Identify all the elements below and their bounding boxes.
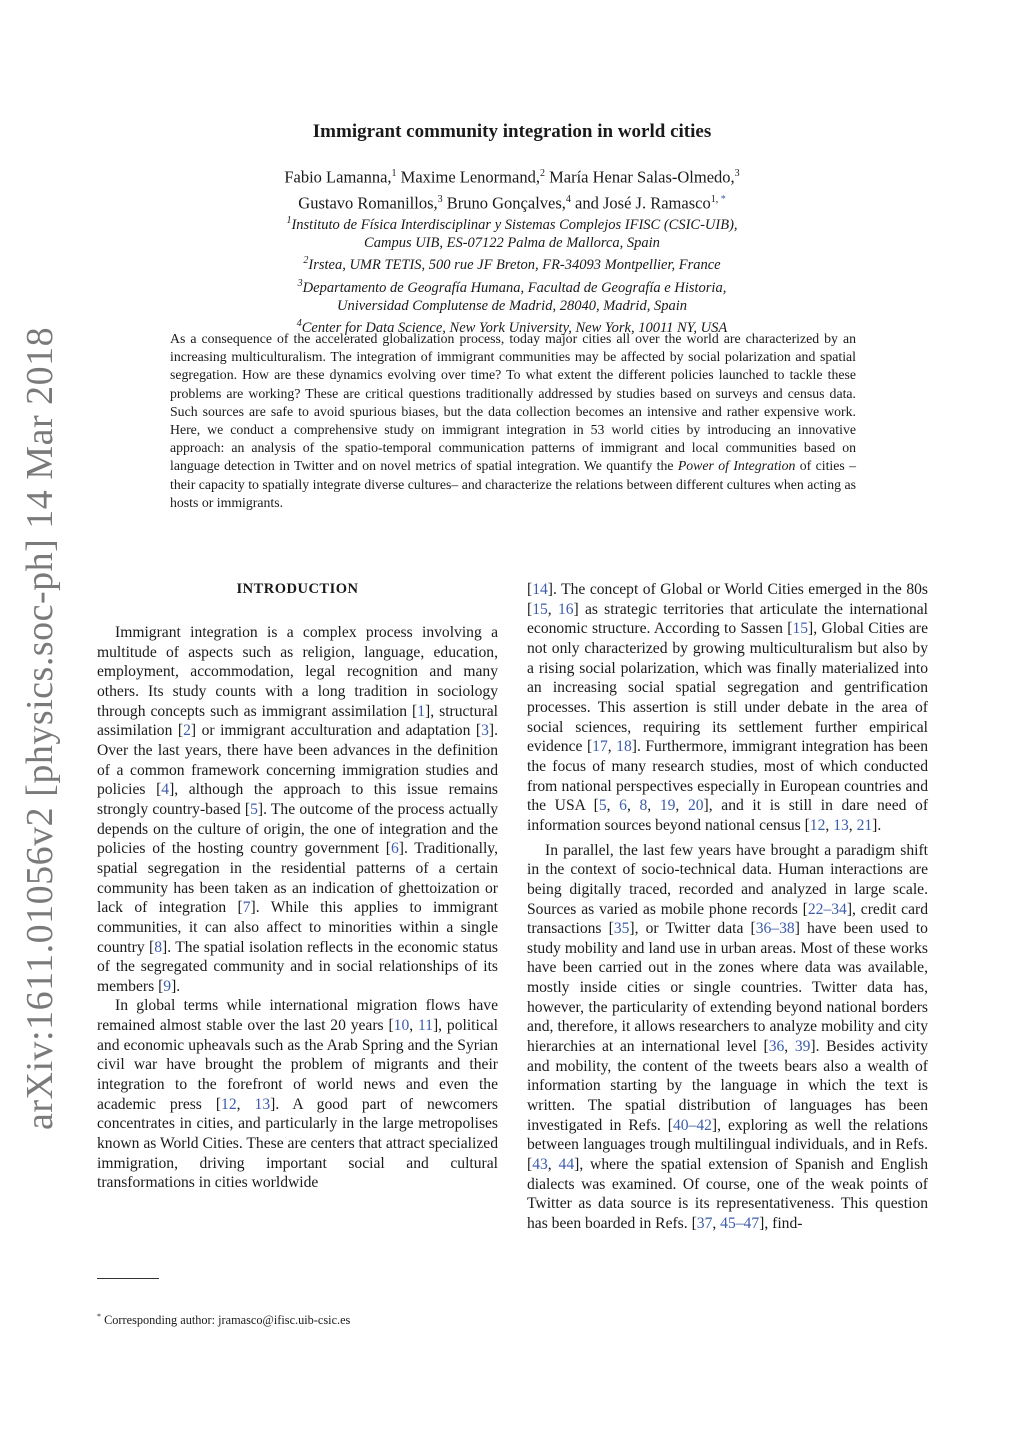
author-name: María Henar Salas-Olmedo,: [549, 167, 735, 187]
citation-link[interactable]: 8: [639, 797, 648, 815]
citation-link[interactable]: 4: [161, 781, 170, 799]
citation-link[interactable]: 35: [613, 920, 630, 938]
citation-link[interactable]: 5: [250, 800, 258, 818]
author-affiliation-mark: 2: [539, 168, 545, 179]
affiliation-line: $^4$Center for Data Science, New York University, New York, 10011 NY, USA: [296, 317, 728, 336]
section-heading-introduction: INTRODUCTION: [236, 581, 359, 597]
affiliation-line: $^3$Departamento de Geografía Humana, Facultad de Geografía e Historia,: [297, 277, 727, 296]
citation-link[interactable]: 15: [792, 620, 809, 638]
citation-link[interactable]: 36–38: [755, 920, 795, 938]
citation-link[interactable]: 1: [417, 702, 426, 720]
citation-link[interactable]: 11: [417, 1017, 433, 1035]
author-name: Gustavo Romanillos,: [298, 193, 438, 212]
paragraph: In parallel, the last few years have brought a paradigm shift in the context of socio-technical data. Human interactions are being digitally traced, recorded and analyzed in large scale. Sources as varied as mobile phone records [22–34], credit card transactions [35], or Twitter data [36–38] have been used to study mobility and land use in urban areas. Most of these works have been carried out in the zones where data was available, mostly inside cities or single countries. Twitter data has, however, the particularity of extending beyond national borders and, therefore, it allows researchers to analyze mobility and city hierarchies at an international level [36, 39]. Besides activity and mobility, the content of the tweets bears also a wealth of information starting by the language in which the text is written. The spatial distribution of languages has been investigated in Refs. [40–42], exploring as well the relations between languages trough multilingual individuals, and in Refs. [43, 44], where the spatial extension of Spanish and English dialects was examined. Of course, one of the weak points of Twitter as data source is its representativeness. This question has been boarded in Refs. [37, 45–47], find-: [527, 841, 928, 1232]
paragraph: Immigrant integration is a complex process involving a multitude of aspects such as religion, language, education, employment, accommodation, legal recognition and many others. Its study counts with a long tradition in sociology through concepts such as immigrant assimilation [1], structural assimilation [2] or immigrant acculturation and adaptation [3]. Over the last years, there have been advances in the definition of a common framework concerning immigration studies and policies [4], although the approach to this issue remains strongly country-based [5]. The outcome of the process actually depends on the culture of origin, the one of integration and the policies of the hosting country government [6]. Traditionally, spatial segregation in the residential patterns of a certain community has been taken as an indication of ghettoization or lack of integration [7]. While this applies to immigrant communities, it can also affect to minorities within a single country [8]. The spatial isolation reflects in the economic status of the segregated community and in social relationships of its members [9].: [97, 624, 499, 995]
citation-link[interactable]: 8: [154, 938, 163, 956]
citation-link[interactable]: 12: [809, 816, 826, 834]
author-line-2: [0, 189, 1024, 215]
author-affiliation-mark: 3: [437, 193, 443, 205]
author-affiliation-mark: 1, *: [710, 193, 726, 205]
citation-link[interactable]: 6: [390, 840, 399, 858]
citation-link[interactable]: 10: [393, 1017, 410, 1035]
citation-link[interactable]: 3: [481, 722, 489, 740]
affiliation-line: Universidad Complutense de Madrid, 28040, Madrid, Spain: [337, 297, 687, 314]
right-column: [527, 580, 928, 1234]
paragraph: In global terms while international migration flows have remained almost stable over the last 20 years [10, 11], political and economic upheavals such as the Arab Spring and the Syrian civil war have brought the problem of migrants and their integration to the forefront of world news and even the academic press [12, 13]. A good part of newcomers concentrates in cities, and particularly in the large metropolises known as World Cities. These are centers that attract specialized immigration, driving important social and cultural transformations in cities worldwide: [97, 997, 498, 1192]
citation-link[interactable]: 16: [557, 600, 574, 618]
abstract-emphasis: Power of Integration: [677, 458, 796, 474]
citation-link[interactable]: 20: [687, 797, 704, 815]
citation-link[interactable]: 2: [183, 722, 191, 740]
citation-link[interactable]: 17: [592, 738, 608, 756]
citation-link[interactable]: 36: [768, 1038, 785, 1056]
footnote: [97, 1312, 350, 1328]
citation-link[interactable]: 45–47: [720, 1215, 760, 1232]
citation-link[interactable]: 14: [532, 581, 548, 598]
citation-link[interactable]: 21: [856, 816, 873, 834]
citation-link[interactable]: 7: [242, 899, 251, 917]
author-affiliation-mark: 1: [391, 168, 397, 179]
citation-link[interactable]: 13: [254, 1095, 271, 1113]
author-list: [0, 163, 1024, 214]
affiliation-line: Campus UIB, ES-07122 Palma de Mallorca, Spain: [364, 235, 660, 252]
citation-link[interactable]: 40–42: [672, 1116, 712, 1134]
citation-link[interactable]: 44: [558, 1156, 575, 1174]
author-line-1: [0, 163, 1024, 189]
citation-link[interactable]: 43: [532, 1156, 548, 1174]
footnote-mark: *: [97, 1312, 101, 1321]
citation-link[interactable]: 13: [833, 816, 849, 834]
citation-link[interactable]: 12: [221, 1095, 237, 1113]
paper-title: Immigrant community integration in world cities: [312, 121, 712, 142]
citation-link[interactable]: 39: [794, 1038, 811, 1056]
citation-link[interactable]: 18: [616, 738, 632, 756]
arxiv-identifier-text: arXiv:1611.01056v2 [physics.soc-ph] 14 Mar 2018: [19, 326, 61, 1130]
footnote-text: Corresponding author: jramasco@ifisc.uib-csic.es: [101, 1313, 351, 1328]
citation-link[interactable]: 5: [598, 797, 607, 815]
citation-link[interactable]: 9: [163, 977, 172, 995]
affiliations: [0, 212, 1024, 337]
abstract: As a consequence of the accelerated globalization process, today major cities all over the world are characterized by an increasing multiculturalism. The integration of immigrant communities may be affected by social polarization and spatial segregation. How are these dynamics evolving over time? To what extent the different policies launched to tackle these problems are working? These are critical questions traditionally addressed by studies based on surveys and census data. Such sources are safe to avoid spurious biases, but the data collection becomes an intensive and rather expensive work. Here, we conduct a comprehensive study on immigrant integration in 53 world cities by introducing an innovative approach: an analysis of the spatio-temporal communication patterns of immigrant and local communities based on language detection in Twitter and on novel metrics of spatial integration. We quantify the Power of Integration of cities –their capacity to spatially integrate diverse cultures– and characterize the relations between different cultures when acting as hosts or immigrants.: [170, 331, 857, 510]
author-name: Maxime Lenormand,: [400, 167, 540, 187]
author-affiliation-mark: 4: [565, 193, 571, 205]
footnote-divider: [97, 1278, 159, 1279]
author-name: Bruno Gonçalves,: [446, 193, 566, 212]
affiliation-line: $^2$Irstea, UMR TETIS, 500 rue JF Breton, FR-34093 Montpellier, France: [303, 255, 721, 274]
left-column: [97, 623, 498, 1193]
citation-link[interactable]: 6: [619, 797, 627, 815]
citation-link[interactable]: 19: [659, 797, 676, 815]
corresponding-author-link[interactable]: *: [720, 193, 726, 205]
citation-link[interactable]: 22–34: [807, 900, 847, 918]
author-name: Fabio Lamanna,: [284, 167, 392, 187]
author-affiliation-mark: 3: [734, 168, 740, 179]
affiliation-line: $^1$Instituto de Física Interdisciplinar y Sistemas Complejos IFISC (CSIC-UIB),: [286, 215, 738, 233]
paragraph: [14]. The concept of Global or World Cities emerged in the 80s [15, 16] as strategic territories that articulate the international economic structure. According to Sassen [15], Global Cities are not only characterized by growing multiculturalism but also by a rising social polarization, which was finally materialized into an increasing social spatial segregation and gentrification processes. This assertion is still under debate in the area of social sciences, requiring its settlement further empirical evidence [17, 18]. Furthermore, immigrant integration has been the focus of many research studies, most of which conducted from national perspectives especially in European countries and the USA [5, 6, 8, 19, 20], and it is still in dare need of information sources beyond national census [12, 13, 21].: [527, 581, 929, 834]
citation-link[interactable]: 37: [696, 1215, 713, 1232]
author-name: and José J. Ramasco: [575, 193, 711, 212]
citation-link[interactable]: 15: [532, 600, 548, 618]
